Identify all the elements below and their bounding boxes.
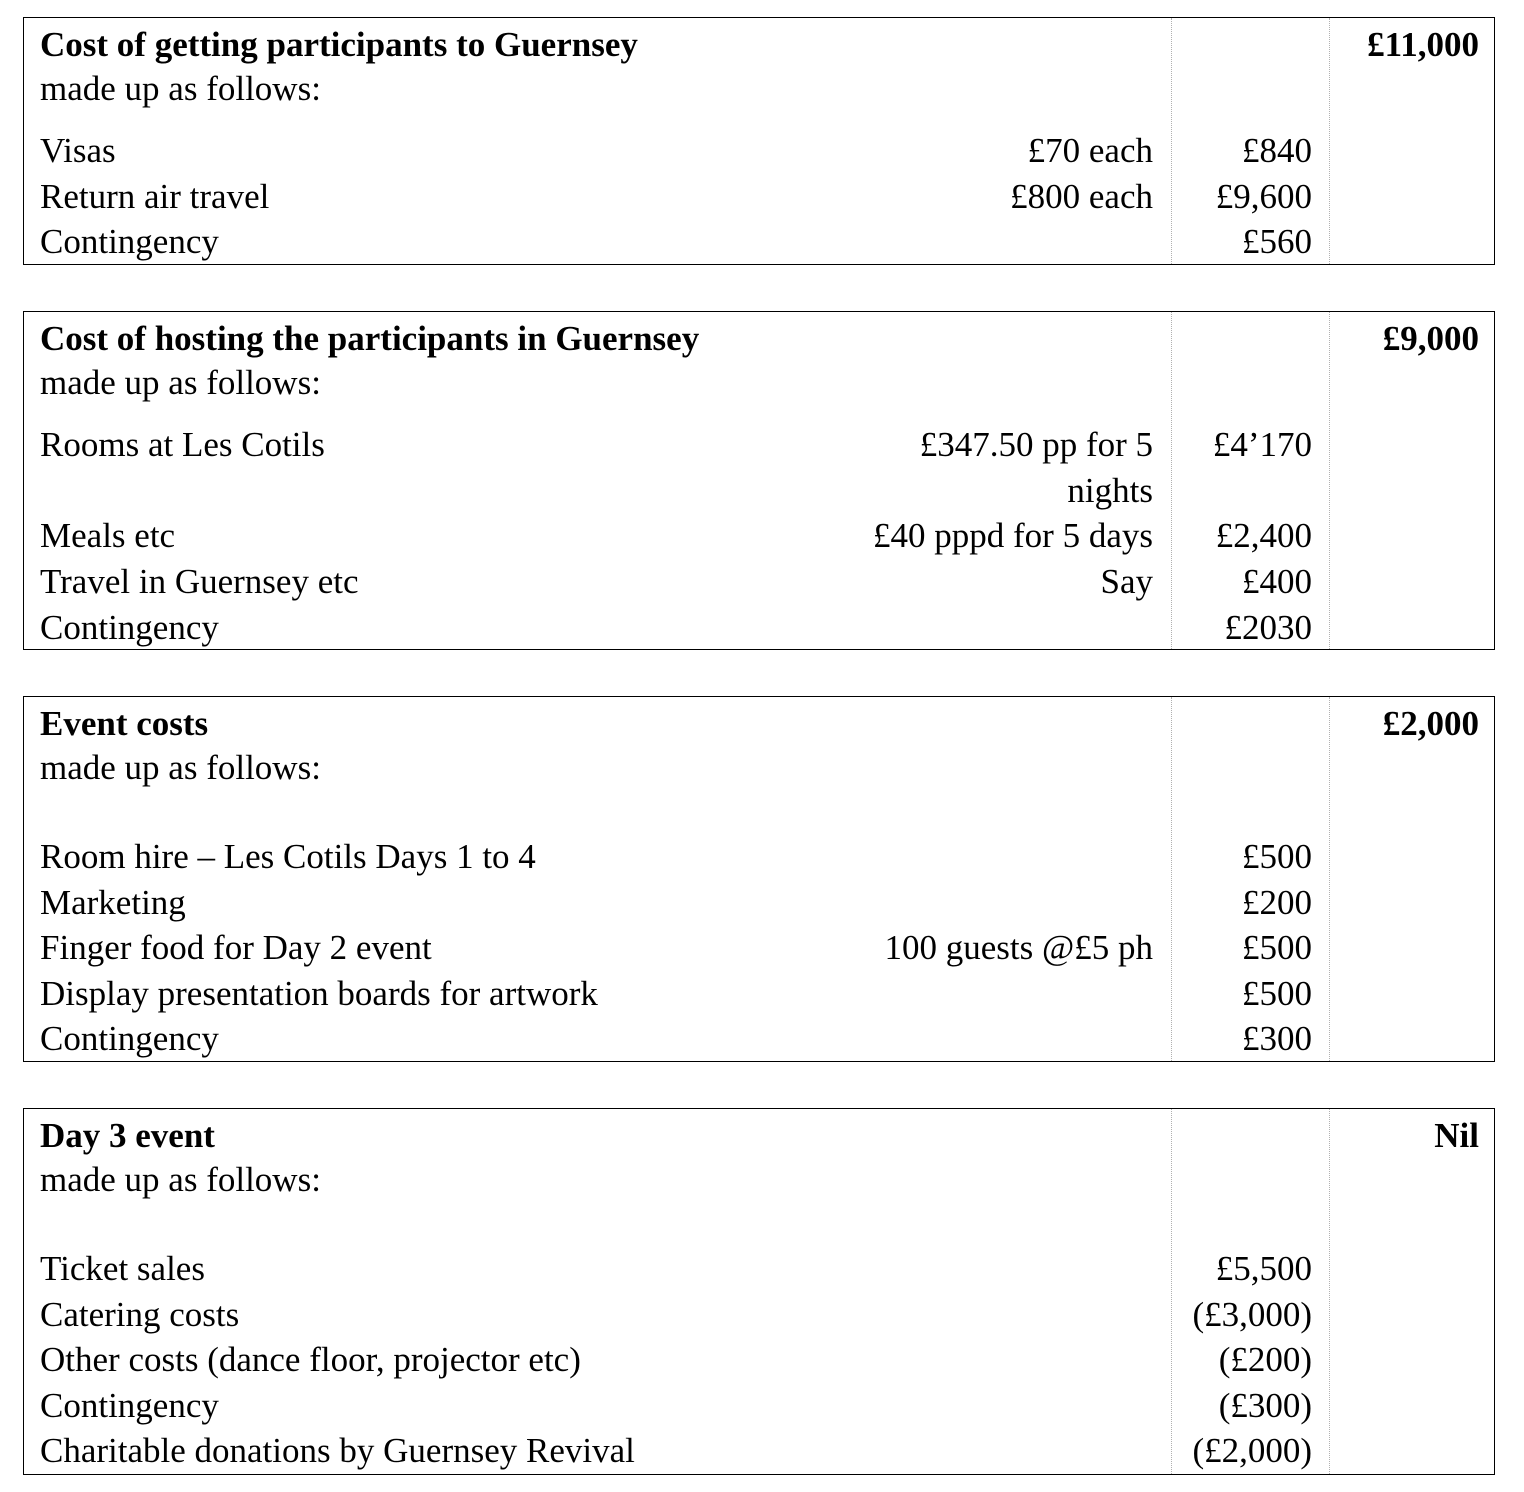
cost-row [24, 174, 1494, 220]
cost-row [24, 971, 1494, 1017]
row-amount: (£200) [1218, 1340, 1312, 1379]
row-label: Rooms at Les Cotils [40, 425, 325, 464]
row-label: Return air travel [40, 177, 270, 216]
row-label: Other costs (dance floor, projector etc) [40, 1340, 581, 1379]
section-subtitle: made up as follows: [40, 748, 321, 787]
cost-row [24, 1383, 1494, 1429]
cost-row [24, 219, 1494, 265]
cost-row [24, 128, 1494, 174]
row-label: Travel in Guernsey etc [40, 562, 359, 601]
cost-row [24, 1246, 1494, 1292]
row-amount: £200 [1242, 883, 1312, 922]
section-total: £2,000 [1382, 704, 1479, 743]
row-label: Visas [40, 131, 116, 170]
row-label: Room hire – Les Cotils Days 1 to 4 [40, 837, 536, 876]
row-rate: £70 each [1027, 131, 1153, 170]
row-amount: £840 [1242, 131, 1312, 170]
row-amount: £560 [1242, 222, 1312, 261]
cost-row [24, 1428, 1494, 1474]
cost-row [24, 880, 1494, 926]
section-title: Day 3 event [40, 1116, 215, 1155]
section-subtitle: made up as follows: [40, 69, 321, 108]
row-label: Display presentation boards for artwork [40, 974, 598, 1013]
cost-row [24, 559, 1494, 605]
section-total: £9,000 [1382, 319, 1479, 358]
section-subtitle: made up as follows: [40, 1160, 321, 1199]
row-label: Catering costs [40, 1295, 240, 1334]
cost-row [24, 834, 1494, 880]
row-amount: £9,600 [1215, 177, 1312, 216]
row-amount: £500 [1242, 837, 1312, 876]
row-rate: 100 guests @£5 ph [884, 928, 1153, 967]
row-label: Contingency [40, 222, 219, 261]
section-total: £11,000 [1367, 25, 1479, 64]
row-label: Contingency [40, 1019, 219, 1058]
row-label: Meals etc [40, 516, 176, 555]
row-label: Finger food for Day 2 event [40, 928, 432, 967]
row-amount: £300 [1242, 1019, 1312, 1058]
row-amount: £500 [1242, 974, 1312, 1013]
section-title: Cost of hosting the participants in Guernsey [40, 319, 700, 358]
row-amount: £5,500 [1215, 1249, 1312, 1288]
row-amount: £2,400 [1215, 516, 1312, 555]
cost-row [24, 1016, 1494, 1062]
section-event-costs [23, 696, 1495, 1062]
row-amount: (£3,000) [1192, 1295, 1312, 1334]
cost-row [24, 605, 1494, 651]
cost-row [24, 422, 1494, 514]
row-amount: £4’170 [1212, 425, 1312, 464]
row-label: Charitable donations by Guernsey Revival [40, 1431, 635, 1470]
row-rate: Say [1100, 562, 1153, 601]
section-day3-event [23, 1108, 1495, 1475]
section-total: Nil [1434, 1116, 1479, 1155]
row-label: Marketing [40, 883, 186, 922]
section-hosting-costs [23, 311, 1495, 650]
row-label: Contingency [40, 1386, 219, 1425]
row-amount: £400 [1242, 562, 1312, 601]
row-rate: £40 pppd for 5 days [873, 516, 1153, 555]
row-amount: £2030 [1224, 608, 1312, 647]
cost-row [24, 1337, 1494, 1383]
section-title: Cost of getting participants to Guernsey [40, 25, 638, 64]
row-amount: (£2,000) [1192, 1431, 1312, 1470]
row-rate: £800 each [1010, 177, 1153, 216]
cost-row [24, 1292, 1494, 1338]
cost-row [24, 925, 1494, 971]
row-label: Ticket sales [40, 1249, 205, 1288]
row-label: Contingency [40, 608, 219, 647]
section-title: Event costs [40, 704, 209, 743]
row-amount: (£300) [1218, 1386, 1312, 1425]
section-subtitle: made up as follows: [40, 363, 321, 402]
section-travel-costs [23, 17, 1495, 265]
row-rate: £347.50 pp for 5 nights [919, 425, 1153, 510]
row-amount: £500 [1242, 928, 1312, 967]
cost-row [24, 513, 1494, 559]
